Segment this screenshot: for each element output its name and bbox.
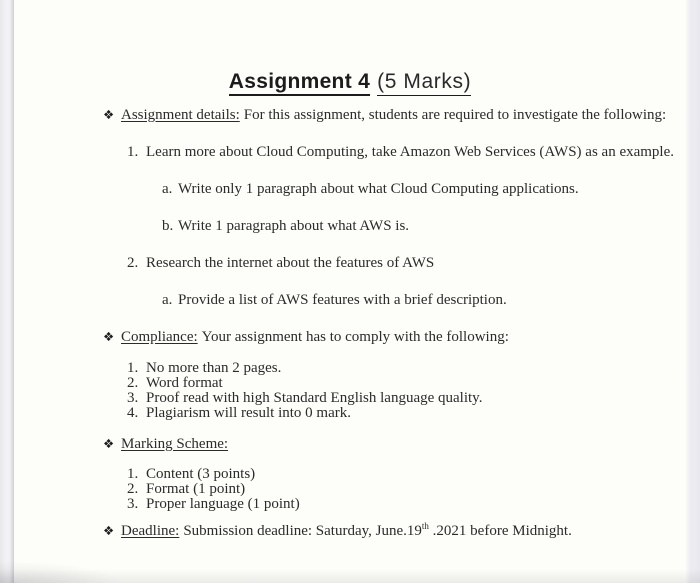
compliance-item-3: [127, 391, 686, 406]
list-text: Proper language (1 point): [146, 496, 300, 512]
marking-item-1: [127, 467, 686, 482]
deadline-superscript: th: [421, 521, 429, 531]
assignment-details-heading: [103, 107, 686, 123]
list-letter: a.: [162, 181, 173, 197]
list-number: 1.: [127, 144, 139, 160]
compliance-heading: [103, 329, 686, 345]
list-text: Write only 1 paragraph about what Cloud Computing applications.: [178, 181, 579, 197]
diamond-bullet-icon: ❖: [103, 107, 115, 122]
marking-item-2: [127, 482, 686, 497]
compliance-item-2: [127, 376, 686, 391]
details-item-1b: [162, 218, 686, 234]
list-number: 3.: [127, 496, 139, 512]
deadline-text-before: Submission deadline: Saturday, June.19: [183, 523, 422, 539]
list-text: Content (3 points): [146, 466, 256, 482]
list-number: 3.: [127, 390, 139, 406]
details-item-2a: [162, 292, 686, 308]
list-number: 2.: [127, 255, 139, 271]
compliance-label: Compliance:: [121, 329, 198, 345]
list-text: Format (1 point): [146, 481, 246, 497]
details-item-1a: [162, 181, 686, 197]
deadline-label: Deadline:: [121, 523, 180, 539]
diamond-bullet-icon: ❖: [103, 523, 115, 538]
assignment-details-label: Assignment details:: [121, 107, 240, 123]
marking-item-3: [127, 497, 686, 512]
list-text: No more than 2 pages.: [146, 360, 282, 376]
list-number: 1.: [127, 466, 139, 482]
deadline-heading: [103, 523, 686, 539]
details-item-2: [127, 255, 686, 271]
list-number: 4.: [127, 405, 139, 421]
list-text: Learn more about Cloud Computing, take Amazon Web Services (AWS) as an example.: [146, 144, 675, 160]
compliance-item-4: [127, 406, 686, 421]
page-title: [14, 70, 686, 94]
list-text: Provide a list of AWS features with a brief description.: [178, 292, 507, 308]
marking-scheme-label: Marking Scheme:: [121, 436, 229, 452]
list-number: 1.: [127, 360, 139, 376]
assignment-details-intro: For this assignment, students are required to investigate the following:: [243, 107, 667, 123]
diamond-bullet-icon: ❖: [103, 329, 115, 344]
title-marks: (5 Marks): [377, 70, 471, 96]
list-text: Proof read with high Standard English language quality.: [146, 390, 483, 406]
list-text: Word format: [146, 375, 223, 391]
details-item-1: [127, 144, 686, 160]
compliance-item-1: [127, 361, 686, 376]
page-right-edge: [685, 0, 700, 583]
list-letter: b.: [162, 218, 174, 234]
list-text: Write 1 paragraph about what AWS is.: [178, 218, 410, 234]
marking-scheme-heading: [103, 436, 686, 452]
diamond-bullet-icon: ❖: [103, 436, 115, 451]
list-number: 2.: [127, 481, 139, 497]
deadline-text-after: .2021 before Midnight.: [428, 523, 572, 539]
list-letter: a.: [162, 292, 173, 308]
document-page: [14, 0, 686, 583]
title-assignment-number: Assignment 4: [229, 70, 370, 96]
list-number: 2.: [127, 375, 139, 391]
list-text: Research the internet about the features of AWS: [146, 255, 435, 271]
page-bottom-shadow: [0, 569, 700, 583]
list-text: Plagiarism will result into 0 mark.: [146, 405, 351, 421]
page-left-edge: [0, 0, 14, 583]
compliance-intro: Your assignment has to comply with the following:: [201, 329, 509, 345]
